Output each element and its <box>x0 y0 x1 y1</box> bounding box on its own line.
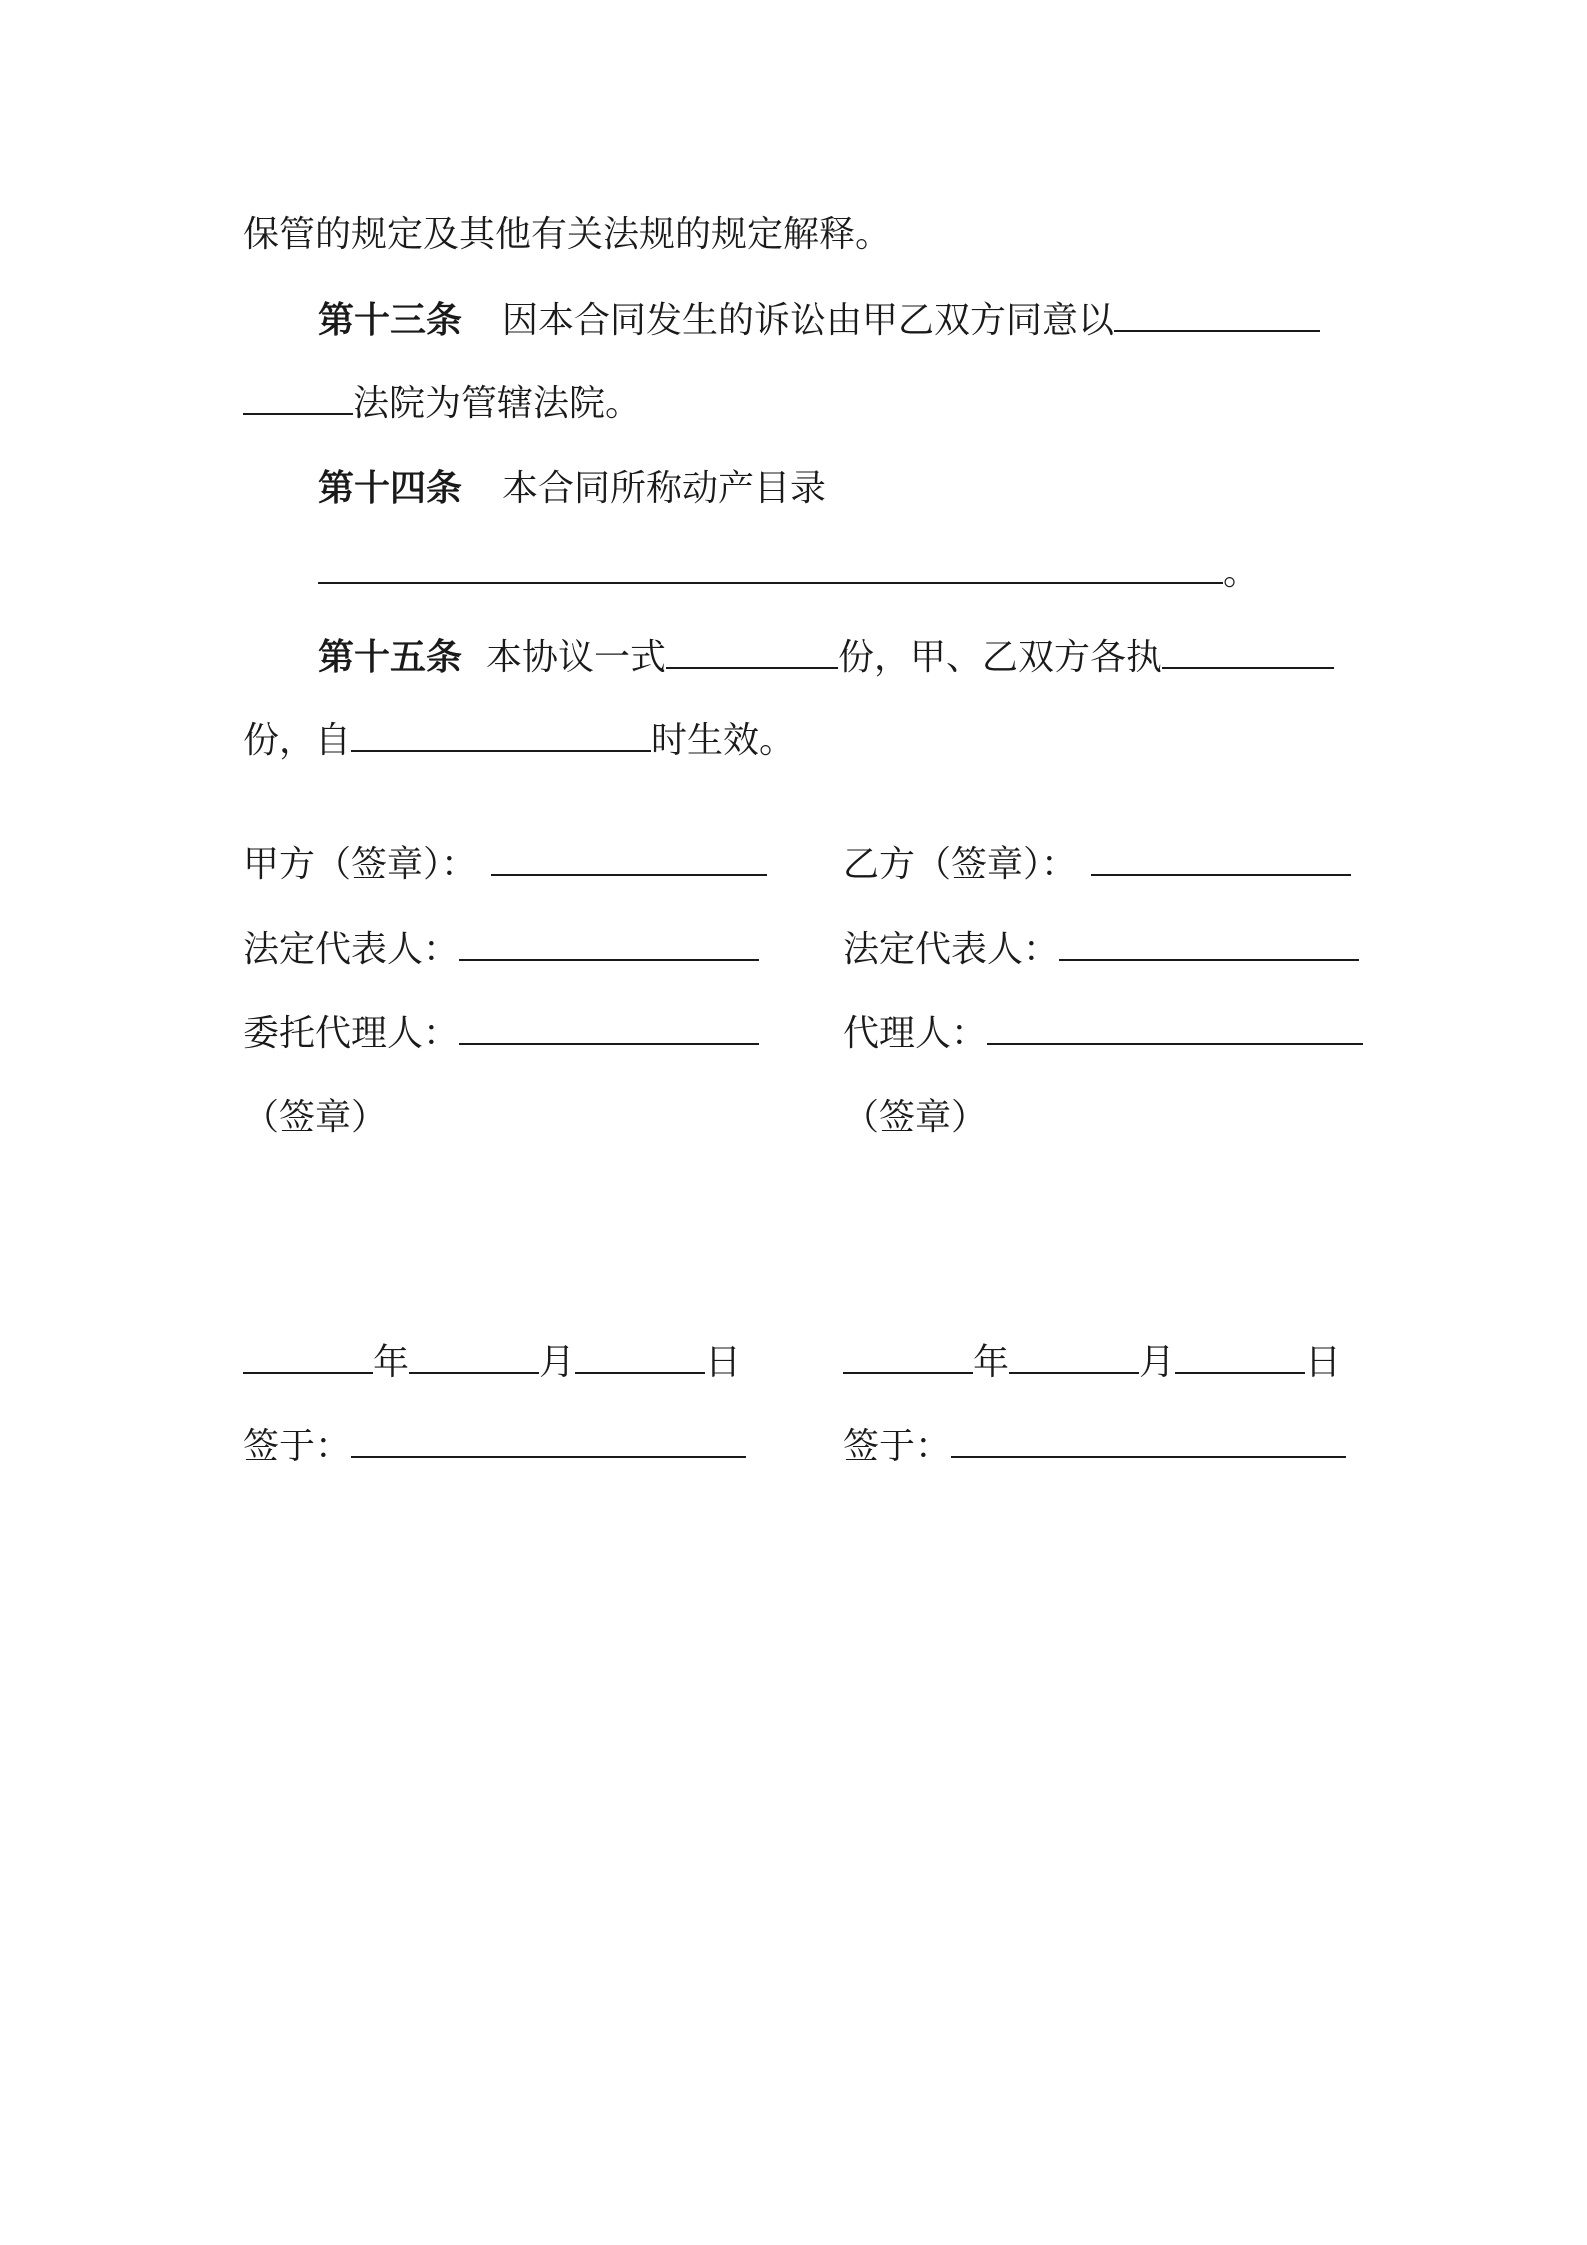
article-13-text2: 法院为管辖法院。 <box>353 383 642 424</box>
party-a-month-label: 月 <box>539 1342 576 1383</box>
party-a-seal: （签章） <box>243 1097 388 1138</box>
copies-each-blank[interactable] <box>1162 629 1334 669</box>
party-b-agent-label: 代理人： <box>843 1013 988 1054</box>
party-b-agent-blank[interactable] <box>987 1005 1363 1045</box>
party-a-year-label: 年 <box>373 1342 410 1383</box>
party-a-month-blank[interactable] <box>409 1334 539 1374</box>
article-15 <box>318 627 1334 687</box>
party-a-day-label: 日 <box>705 1342 742 1383</box>
party-a-legal-rep-row <box>243 920 759 980</box>
party-a-legal-rep-blank[interactable] <box>459 921 759 961</box>
party-b-sign-row <box>843 835 1351 895</box>
party-a-year-blank[interactable] <box>243 1334 373 1374</box>
article-13 <box>318 290 1320 350</box>
article-15-text-c: 份，自 <box>243 720 352 761</box>
party-b-agent-row <box>843 1004 1363 1064</box>
party-a-agent-label: 委托代理人： <box>243 1013 460 1054</box>
party-a-agent-blank[interactable] <box>459 1005 759 1045</box>
party-b-legal-rep-label: 法定代表人： <box>843 929 1060 970</box>
party-a-signed-at-row <box>243 1417 746 1477</box>
article-14-end: 。 <box>1223 552 1260 593</box>
article-15-heading: 第十五条 <box>318 636 463 678</box>
party-b-seal: （签章） <box>843 1097 988 1138</box>
party-a-signed-at-blank[interactable] <box>351 1418 746 1458</box>
article-14-line2 <box>318 543 1259 603</box>
party-b-legal-rep-row <box>843 920 1359 980</box>
party-b-date-row <box>843 1333 1341 1393</box>
party-a-legal-rep-label: 法定代表人： <box>243 929 460 970</box>
article-14-heading: 第十四条 <box>318 467 463 509</box>
party-b-year-blank[interactable] <box>843 1334 973 1374</box>
article-13-text: 因本合同发生的诉讼由甲乙双方同意以 <box>502 300 1115 341</box>
party-a-agent-row <box>243 1004 759 1064</box>
party-b-day-label: 日 <box>1305 1342 1342 1383</box>
party-b-year-label: 年 <box>973 1342 1010 1383</box>
party-b-signed-at-label: 签于： <box>843 1426 952 1467</box>
article-15-text-d: 时生效。 <box>651 720 796 761</box>
party-b-legal-rep-blank[interactable] <box>1059 921 1359 961</box>
effective-date-blank[interactable] <box>351 712 651 752</box>
party-b-label: 乙方（签章）： <box>843 844 1078 885</box>
article-15-text-a: 本协议一式 <box>486 637 667 678</box>
article-13-line2 <box>243 374 641 434</box>
article-15-line2 <box>243 711 795 771</box>
article-12-tail: 保管的规定及其他有关法规的规定解释。 <box>243 214 892 255</box>
court-name-blank[interactable] <box>1114 292 1320 332</box>
court-name-blank-cont[interactable] <box>243 375 353 415</box>
party-b-sign-blank[interactable] <box>1091 836 1351 876</box>
article-15-text-b: 份，甲、乙双方各执 <box>838 637 1163 678</box>
party-b-signed-at-row <box>843 1417 1346 1477</box>
article-13-heading: 第十三条 <box>318 299 463 341</box>
party-a-date-row <box>243 1333 741 1393</box>
party-a-label: 甲方（签章）： <box>243 844 478 885</box>
party-b-signed-at-blank[interactable] <box>951 1418 1346 1458</box>
party-b-month-label: 月 <box>1139 1342 1176 1383</box>
party-a-sign-blank[interactable] <box>491 836 767 876</box>
party-a-sign-row <box>243 835 767 895</box>
movable-property-list-blank[interactable] <box>318 544 1223 584</box>
party-a-day-blank[interactable] <box>575 1334 705 1374</box>
party-a-signed-at-label: 签于： <box>243 1426 352 1467</box>
party-b-month-blank[interactable] <box>1009 1334 1139 1374</box>
copies-total-blank[interactable] <box>666 629 838 669</box>
article-14-text: 本合同所称动产目录 <box>502 468 827 509</box>
article-14 <box>318 458 826 518</box>
party-b-day-blank[interactable] <box>1175 1334 1305 1374</box>
